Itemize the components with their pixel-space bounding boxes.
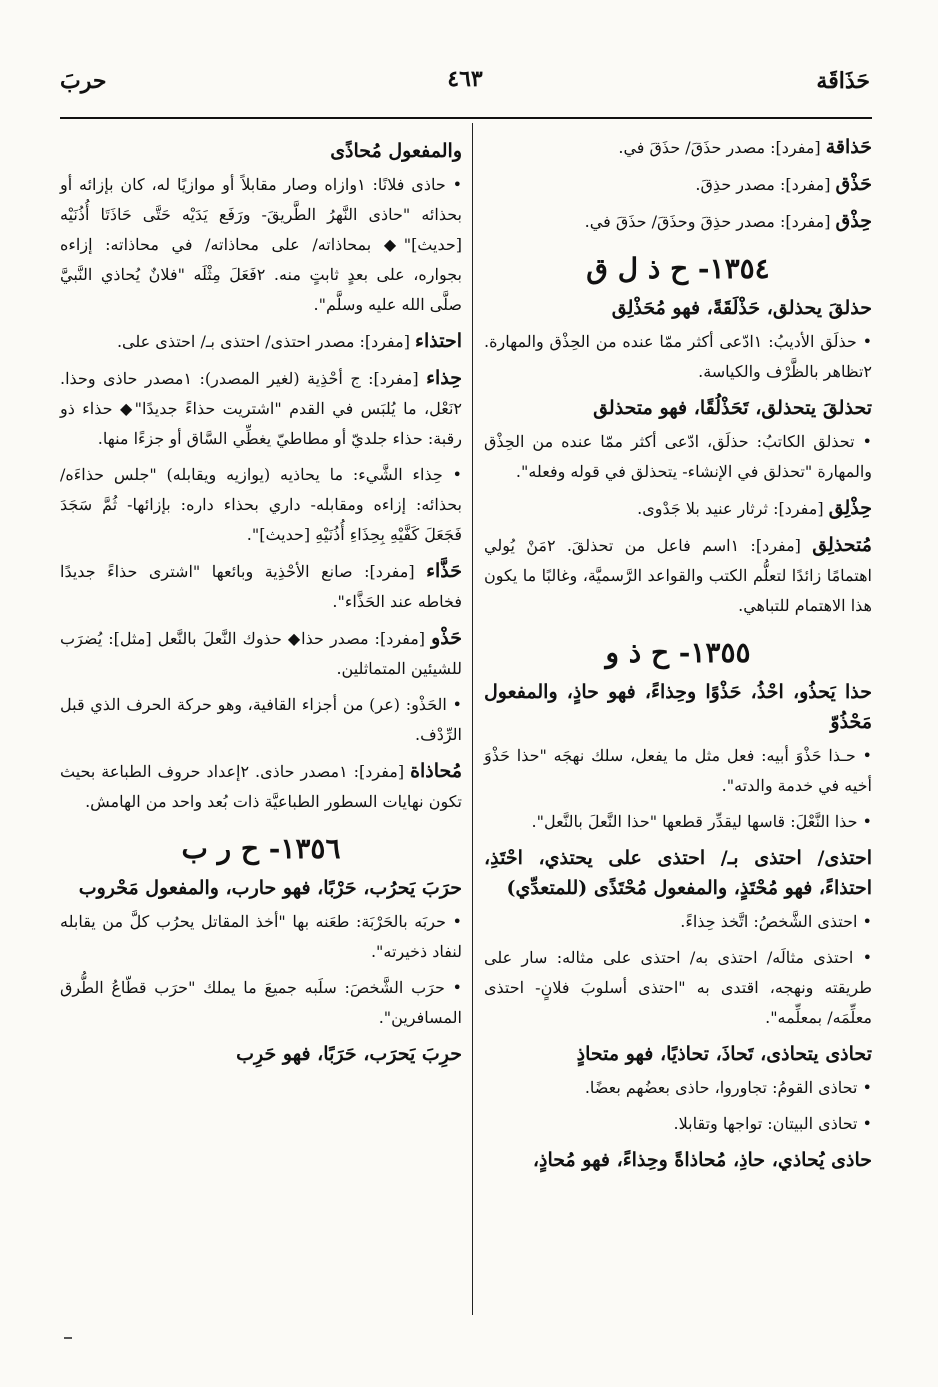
guide-word-last: حربَ xyxy=(60,68,107,94)
headword: مُحاذاة xyxy=(410,760,463,782)
headword: حَذاقة xyxy=(825,136,872,158)
headword: حَذْق xyxy=(835,173,872,195)
definition: [مفرد]: صانع الأحْذِية وبائعها "اشترى حذاءً جديدًا فخاطه عند الحَذَّاء". xyxy=(60,562,462,611)
page-header xyxy=(60,58,870,98)
verb-line: تحذلقَ يتحذلق، تَحَذْلُقًا، فهو متحذلق xyxy=(593,397,872,419)
definition: [مفرد]: ج أحْذِية (لغير المصدر): ١مصدر حاذى وحذا. ٢نَعْل، ما يُلبَس في القدم "اشتريت حذاءً جديدًا"◆ حذاء ذو رقبة: حذاء جلديّ أو مطاطيّ يغطِّي السَّاق أو جزءًا منها. xyxy=(60,369,462,448)
sense-entry: • تحاذى القومُ: تجاوروا، حاذى بعضُهم بعضًا. xyxy=(484,1073,872,1103)
guide-word-first: حَذَاقَة xyxy=(816,68,870,94)
dictionary-entry xyxy=(60,756,462,817)
headword: مُتحذلِق xyxy=(812,534,872,556)
sense-entry: • حذلَق الأديبُ: ١ادّعى أكثر ممّا عنده من الحِذْق والمهارة. ٢تظاهر بالظَّرْف والكياسة. xyxy=(484,327,872,387)
sense-entry: • احتذى مثالَه/ احتذى به/ احتذى على مثاله: سار على طريقته ونهجه، اقتدى به "احتذى أسلوبَ فلانٍ- احتذى معلِّمَه/ بمعلِّمه". xyxy=(484,943,872,1033)
verb-line: حرَبَ يَحرُب، حَرْبًا، فهو حارب، والمفعول مَحْروب xyxy=(78,877,462,899)
headword: حَذْو xyxy=(431,627,462,649)
verb-line: احتذى/ احتذى بـ/ احتذى على يحتذي، احْتَذِ، احتذاءً، فهو مُحْتَذٍ، والمفعول مُحْتَذًى (للمتعدِّي) xyxy=(484,847,872,899)
column-divider xyxy=(472,123,473,1315)
dictionary-entry xyxy=(484,169,872,200)
sense-entry: • حـذا حَذْوَ أبيه: فعل مثل ما يفعل، سلك نهجَه "حذا حَذْوَ أخيه في خدمة والدته". xyxy=(484,741,872,801)
sense-entry: • حِذاء الشَّيء: ما يحاذيه (يوازيه ويقابله) "جلس حذاءَه/ بحذائه: إزاءه ومقابله- داري بحذاء داره: بإزائها- ثُمَّ سَجَدَ فَجَعَلَ كَفَّيْهِ بِحِذَاءِ أُذُنَيْهِ [حديث]". xyxy=(60,460,462,550)
verb-line: حذلقَ يحذلق، حَذْلَقَةً، فهو مُحَذْلِق xyxy=(611,297,872,319)
headword: حِذْلِق xyxy=(828,497,872,519)
root-heading: ١٣٥٥- ح ذ و xyxy=(605,636,751,669)
verb-line: تحاذى يتحاذى، تَحاذَ، تحاذيًا، فهو متحاذٍ xyxy=(576,1043,872,1065)
definition: [مفرد]: مصدر حذا◆ حذوك النَّعلَ بالنَّعل [مثل]: يُضرَب للشيئين المتماثلين. xyxy=(60,629,462,678)
definition: [مفرد]: مصدر حذَقَ/ حذَقَ في. xyxy=(618,138,826,157)
dictionary-entry xyxy=(484,132,872,163)
sense-entry: • حاذى فلانًا: ١وازاه وصار مقابلاً أو موازيًا له، كان بإزائه أو بحذائه "حاذى النَّهرُ الطَّريقَ- ورَفَع يَدَيْه حَتَّى حَاذَتَا أُذُنَيْه [حديث]"◆ بمحاذاته/ على محاذاته/ في محاذاته: إزاءه بجواره، على بعدٍ ثابتٍ منه. ٢فَعَلَ مِثْلَه "فلانٌ يُحاذي النَّبيَّ صلَّى الله عليه وسلَّم". xyxy=(60,170,462,320)
page-number: ٤٦٣ xyxy=(447,66,483,92)
root-heading: ١٣٥٤- ح ذ ل ق xyxy=(586,252,770,285)
verb-line: حاذى يُحاذي، حاذِ، مُحاذاةً وحِذاءً، فهو مُحاذٍ، xyxy=(532,1149,872,1171)
headword: حِذْق xyxy=(835,210,872,232)
dictionary-entry xyxy=(60,556,462,617)
definition: [مفرد]: ثرثار عنيد بلا جَدْوى. xyxy=(637,499,829,518)
verb-line: حرِبَ يَحرَب، حَرَبًا، فهو حَرِب xyxy=(236,1043,462,1065)
headword: حِذاء xyxy=(426,367,463,389)
definition: [مفرد]: ١اسم فاعل من تحذلقَ. ٢مَنْ يُولي اهتمامًا زائدًا لتعلُّم الكتب والقواعد الرَّسميَّة، وغالبًا ما يكون هذا الاهتمام للتباهي. xyxy=(484,536,872,615)
dictionary-entry xyxy=(484,493,872,524)
sense-entry: • تحاذى البيتان: تواجها وتقابلا. xyxy=(484,1109,872,1139)
headword: احتذاء xyxy=(415,330,462,352)
verb-line: حذا يَحذُو، احْذُ، حَذْوًا وحِذاءً، فهو حاذٍ، والمفعول مَحْذُوّ xyxy=(484,681,872,733)
definition: [مفرد]: مصدر حذِقَ. xyxy=(695,175,836,194)
sense-entry: • احتذى الشَّخصُ: اتَّخذ حِذاءً. xyxy=(484,907,872,937)
header-rule xyxy=(60,117,872,119)
dictionary-entry xyxy=(484,206,872,237)
sense-entry: • تحذلق الكاتبُ: حذلَق، ادّعى أكثر ممّا عنده من الحِذْق والمهارة "تحذلق في الإنشاء- يتحذلق في قوله وفعله". xyxy=(484,427,872,487)
sense-entry: • حربَه بالحَرْبَة: طعَنه بها "أخذ المقاتل يحرُب كلَّ من يقابله لنفاد ذخيرته". xyxy=(60,907,462,967)
sense-entry: • الحَذْو: (عر) من أجزاء القافية، وهو حركة الحرف الذي قبل الرِّدْف. xyxy=(60,690,462,750)
root-heading: ١٣٥٦- ح ر ب xyxy=(181,832,341,865)
sense-entry: • حرَب الشَّخصَ: سلَبه جميعَ ما يملك "حرَب قطّاعُ الطُّرق المسافرين". xyxy=(60,973,462,1033)
verb-line: والمفعول مُحاذًى xyxy=(330,140,462,162)
sense-entry: • حذا النَّعْلَ: قاسها ليقدِّر قطعها "حذا النَّعلَ بالنَّعل". xyxy=(484,807,872,837)
dictionary-entry xyxy=(60,363,462,454)
headword: حَذَّاء xyxy=(426,560,462,582)
dictionary-entry xyxy=(484,530,872,621)
definition: [مفرد]: مصدر حذِقَ وحذَقَ/ حذَقَ في. xyxy=(584,212,836,231)
dictionary-entry xyxy=(60,326,462,357)
page-mark xyxy=(64,1337,72,1339)
left-column xyxy=(60,132,462,1073)
definition: [مفرد]: مصدر احتذى/ احتذى بـ/ احتذى على. xyxy=(116,332,416,351)
right-column xyxy=(484,132,872,1179)
dictionary-entry xyxy=(60,623,462,684)
definition: [مفرد]: ١مصدر حاذى. ٢إعداد حروف الطباعة بحيث تكون نهايات السطور الطباعيَّة ذات بُعد واحد من الهامش. xyxy=(60,762,462,811)
